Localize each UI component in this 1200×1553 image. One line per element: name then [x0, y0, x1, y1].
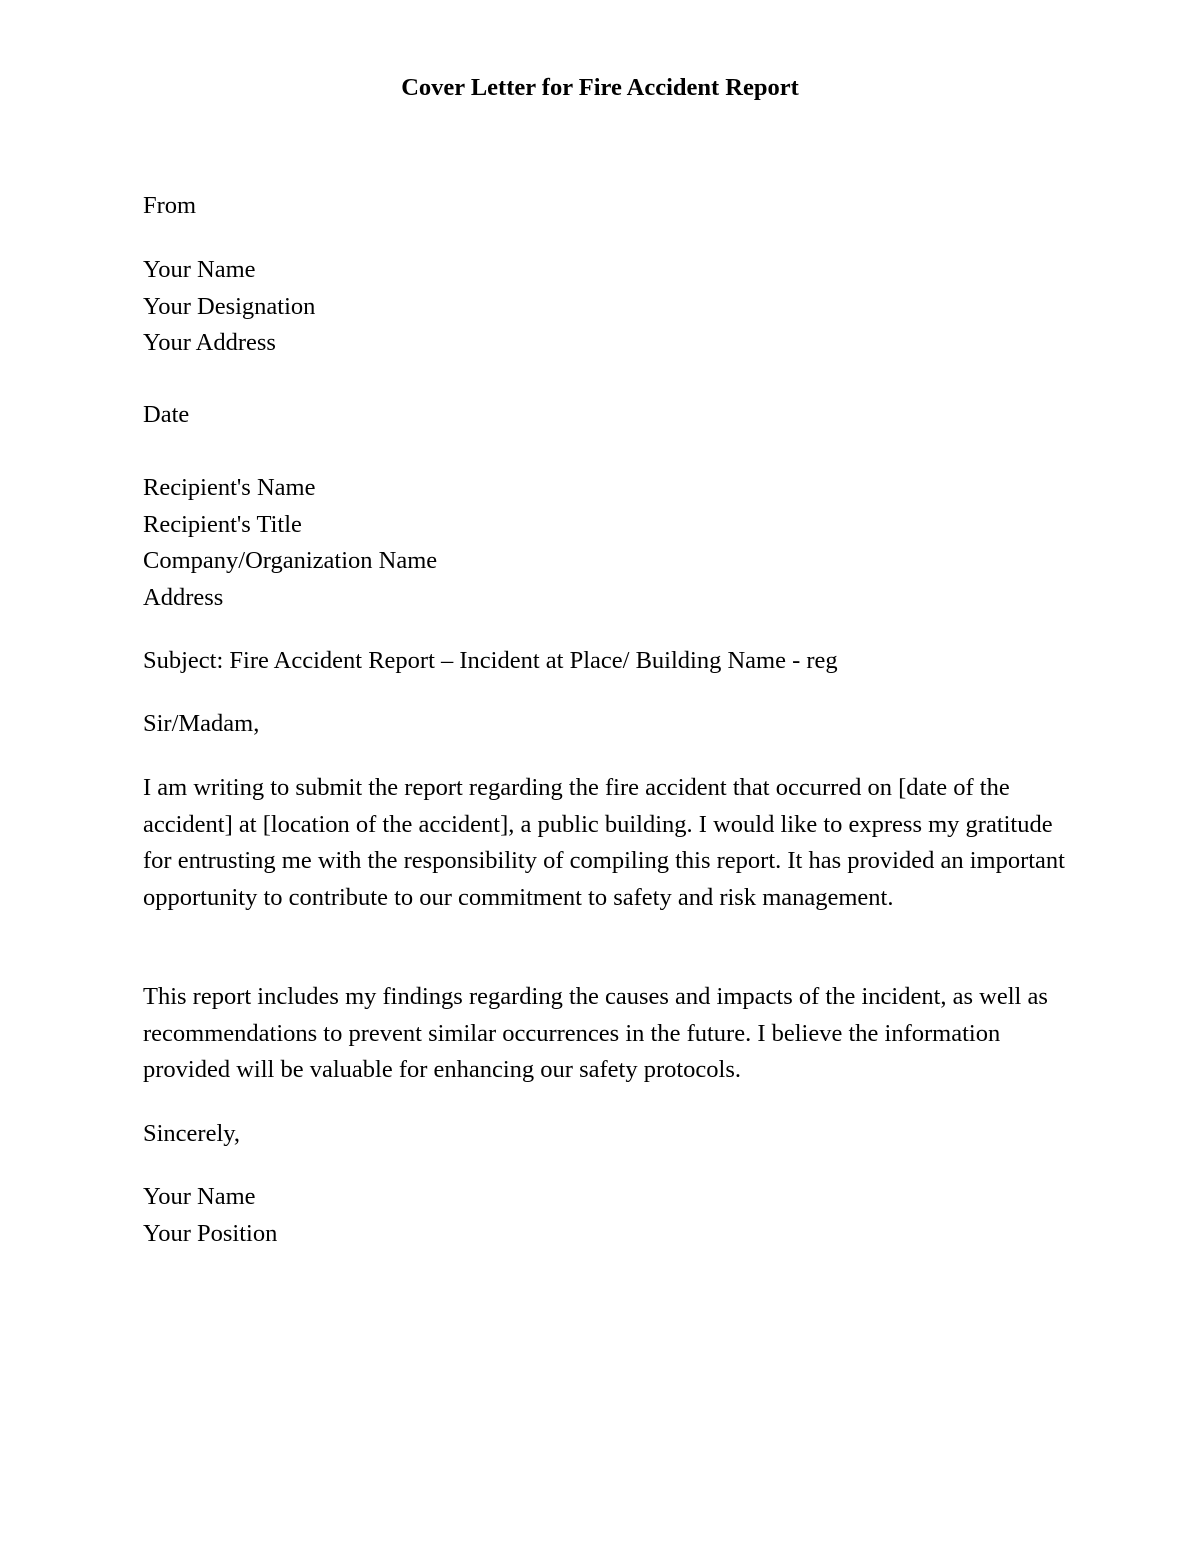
body-paragraph-1: I am writing to submit the report regarding the fire accident that occurred on [date of the accident] at [location of the accident], a public building. I would like to express my gratitude for entrusting me with the responsibility of compiling this report. It has provided an important opportunity to contribute to our commitment to safety and risk management.	[143, 774, 1065, 911]
recipient-organization: Company/Organization Name	[143, 547, 438, 574]
subject-line	[143, 643, 1068, 680]
signature-block	[143, 1179, 1068, 1252]
sender-name: Your Name	[143, 256, 256, 283]
salutation-text: Sir/Madam,	[143, 710, 260, 737]
recipient-address: Address	[143, 583, 224, 611]
from-label-text: From	[143, 192, 197, 219]
subject-text: Subject: Fire Accident Report – Incident at Place/ Building Name - reg	[143, 647, 838, 674]
body-paragraph-2: This report includes my findings regarding the causes and impacts of the incident, as well as recommendations to prevent similar occurrences in the future. I believe the information provided will be valuable for enhancing our safety protocols.	[143, 983, 1048, 1083]
signature-position: Your Position	[143, 1219, 278, 1247]
sender-designation: Your Designation	[143, 292, 316, 320]
recipient-title: Recipient's Title	[143, 510, 302, 538]
letter-date: Date	[143, 401, 190, 428]
recipient-name: Recipient's Name	[143, 474, 316, 501]
document-title: Cover Letter for Fire Accident Report	[401, 74, 799, 101]
signature-name: Your Name	[143, 1183, 256, 1210]
closing-text: Sincerely,	[143, 1120, 241, 1147]
recipient-block	[143, 470, 1068, 616]
salutation	[143, 706, 1068, 743]
sender-block	[143, 252, 1068, 362]
date-block	[143, 397, 1068, 434]
from-label	[143, 188, 1068, 225]
closing	[143, 1116, 1068, 1153]
sender-address: Your Address	[143, 329, 276, 356]
